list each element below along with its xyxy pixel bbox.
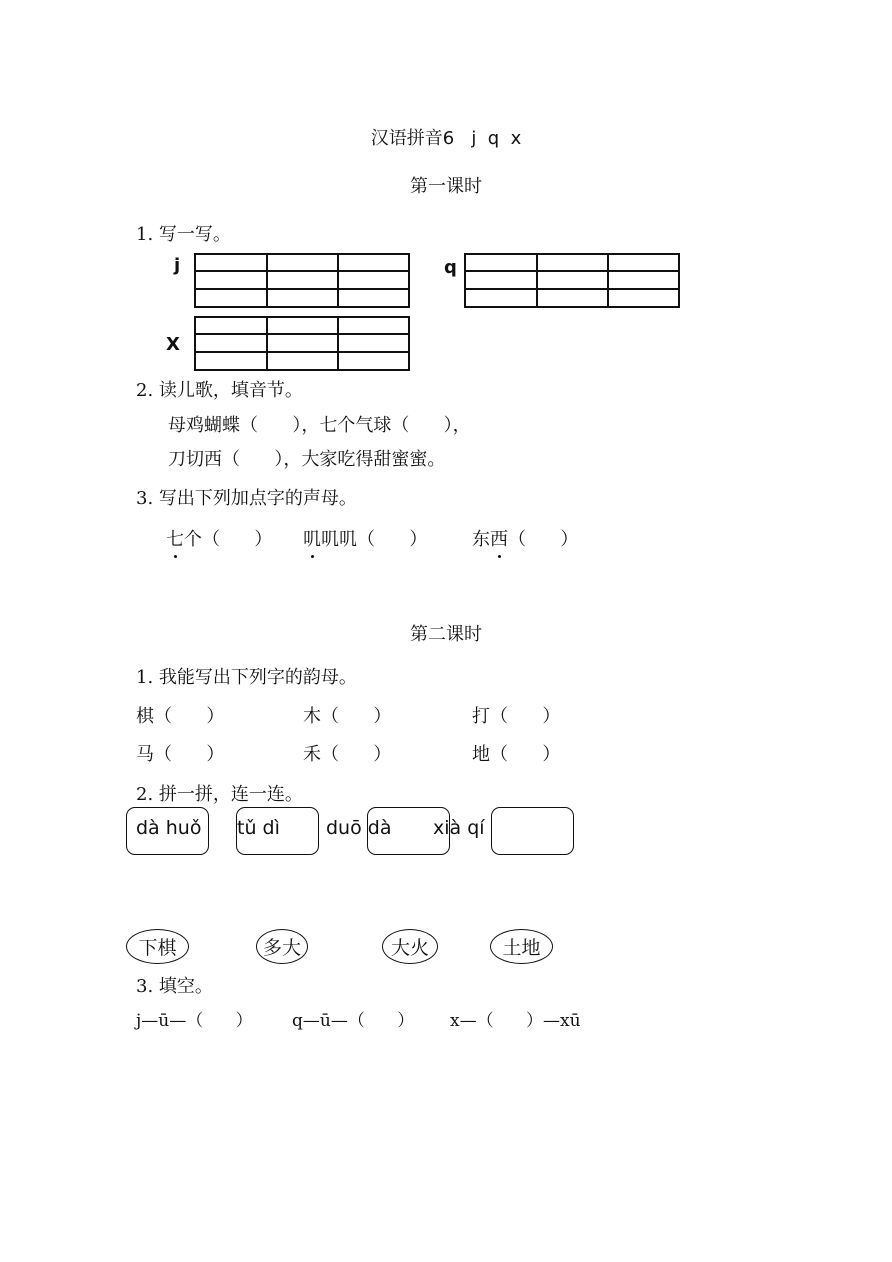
- pinyin-box-4[interactable]: [491, 807, 574, 855]
- word-oval[interactable]: 下棋: [126, 929, 189, 964]
- word-oval[interactable]: 土地: [490, 929, 553, 964]
- letter-q: q: [444, 257, 457, 278]
- q1-prompt: 1. 写一写。: [136, 224, 231, 245]
- rhyme-line-2: 刀切西（ ），大家吃得甜蜜蜜。: [168, 449, 446, 470]
- final-item: 打（ ）: [472, 706, 561, 727]
- writing-grid-j[interactable]: [194, 253, 410, 308]
- fill-item: x—（ ）—xū: [450, 1011, 581, 1031]
- dotted-char: 七: [166, 525, 184, 551]
- l2-q1-prompt: 1. 我能写出下列字的韵母。: [136, 667, 357, 688]
- final-item: 木（ ）: [303, 706, 392, 727]
- writing-grid-x[interactable]: [194, 316, 410, 371]
- dotted-item-2: [303, 525, 427, 551]
- word-oval[interactable]: 多大: [256, 929, 308, 964]
- lesson1-heading: 第一课时: [410, 176, 482, 197]
- rhyme-line-1: 母鸡蝴蝶（ ），七个气球（ ），: [168, 415, 471, 436]
- fill-item: q—ū—（ ）: [292, 1011, 415, 1031]
- fill-item: j—ū—（ ）: [136, 1011, 253, 1031]
- word-oval[interactable]: 大火: [382, 929, 438, 964]
- l2-q2-prompt: 2. 拼一拼，连一连。: [136, 784, 303, 805]
- pinyin-label: tǔ dì: [237, 817, 280, 839]
- dotted-item-rest: （ ）: [508, 529, 579, 550]
- pinyin-label: xià qí: [433, 817, 485, 839]
- dotted-item-3: [472, 525, 578, 551]
- dotted-item-rest: 叽叽（ ）: [321, 529, 428, 550]
- dotted-item-rest: 个（ ）: [184, 529, 273, 550]
- writing-grid-q[interactable]: [464, 253, 680, 308]
- dotted-char: 叽: [303, 525, 321, 551]
- letter-j: j: [174, 255, 181, 276]
- dotted-item-1: [166, 525, 272, 551]
- final-item: 禾（ ）: [303, 744, 392, 765]
- pinyin-label: dà huǒ: [136, 817, 202, 839]
- q3-prompt: 3. 写出下列加点字的声母。: [136, 488, 357, 509]
- dotted-char: 西: [490, 525, 508, 551]
- lesson2-heading: 第二课时: [410, 624, 482, 645]
- pinyin-label: duō dà: [326, 817, 392, 839]
- page-title: 汉语拼音6 j q x: [370, 128, 522, 149]
- l2-q3-prompt: 3. 填空。: [136, 976, 213, 997]
- final-item: 地（ ）: [472, 744, 561, 765]
- q2-prompt: 2. 读儿歌，填音节。: [136, 380, 303, 401]
- plain-char: 东: [472, 529, 490, 550]
- letter-x: X: [166, 334, 180, 355]
- final-item: 马（ ）: [136, 744, 225, 765]
- final-item: 棋（ ）: [136, 706, 225, 727]
